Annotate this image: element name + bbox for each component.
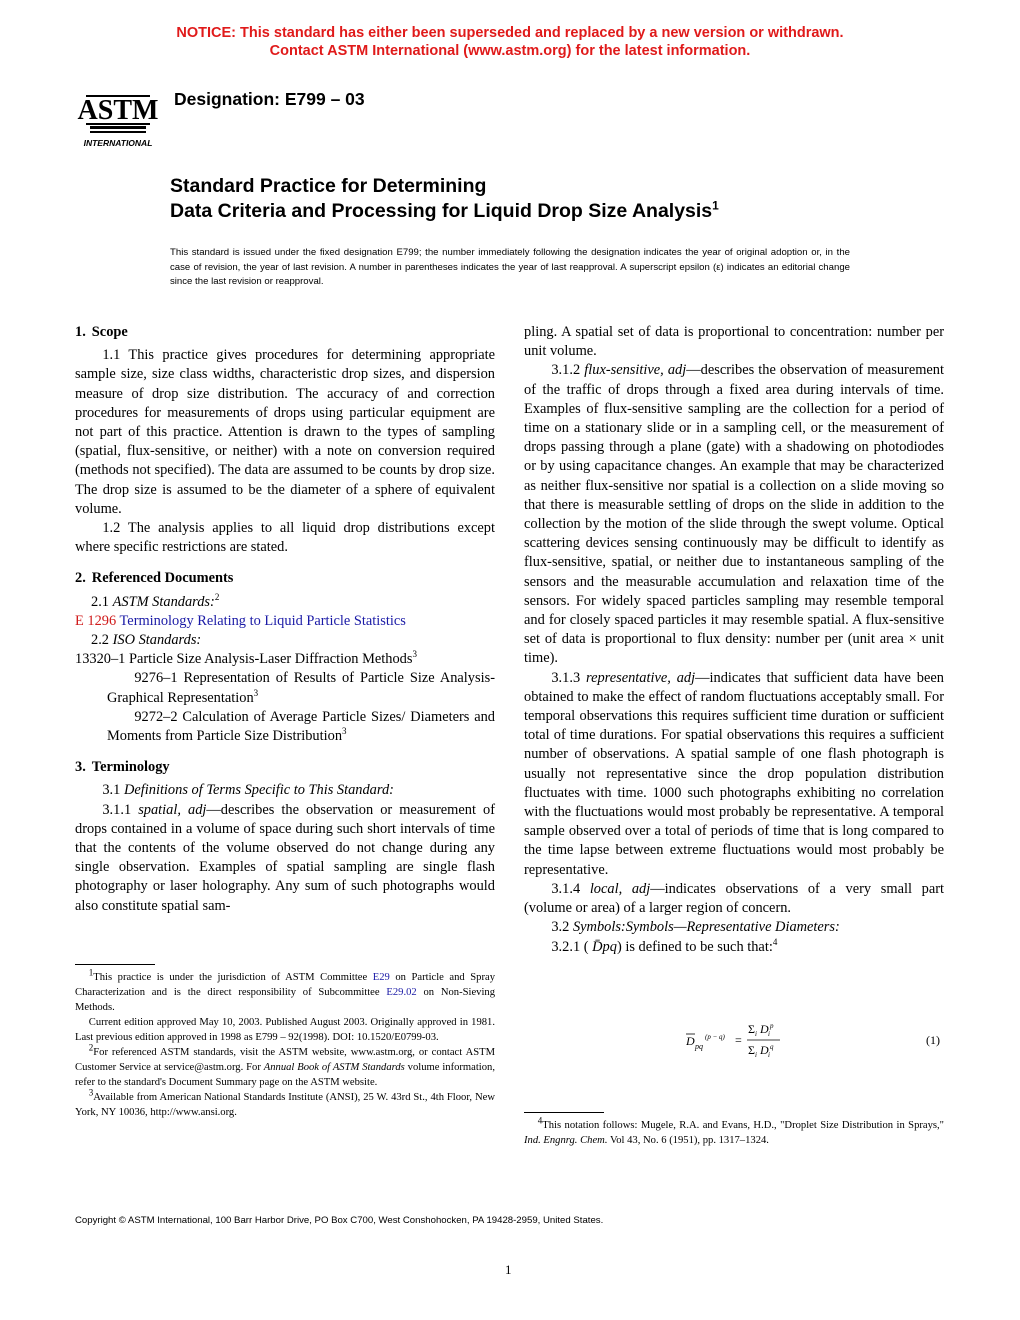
svg-text:q: q: [770, 1043, 774, 1051]
definition-representative: 3.1.3 representative, adj—indicates that sufficient data have been obtained to make the effect of random fluctuations acceptably small. For temporal observations this requires sufficient time duration or sufficient total of time durations. For spatial observations this requires a sufficient number of observations. A spatial sample of one flash photograph is usually not representative since the drop population distribution fluctuates with time. 1000 such photographs exhibiting no correlation with the fluctuations would most probably be representative. A temporal sample observed over a total of periods of time that is long compared to the time lapse between extreme fluctuations would most probably be representative.: [524, 669, 944, 878]
page-number: 1: [505, 1262, 512, 1277]
notice-line-1: NOTICE: This standard has either been superseded and replaced by a new version or withdrawn.: [176, 25, 844, 41]
svg-text:pq: pq: [695, 1042, 703, 1051]
designation: Designation: E799 – 03: [174, 89, 365, 109]
astm-logo: [76, 74, 160, 150]
definition-local: 3.1.4 local, adj—indicates observations of a very small part (volume or area) of a larger region of concern.: [524, 880, 945, 917]
right-column: [524, 323, 944, 957]
svg-text:D: D: [760, 1022, 769, 1036]
definition-flux-sensitive: 3.1.2 flux-sensitive, adj—describes the observation of measurement of the traffic of drops through a fixed area during intervals of time. Examples of flux-sensitive sampling are the collection for a period of time on a stationary slide or in a sampling cell, or the measurement of drops passing through a plane (gate) with a shadowing on photodiodes or by using capacitance changes. An example that may be characterized as neither flux-sensitive nor spatial is a collection on a slide moving so that there is measurable settling of drops on the slide in addition to the collection by the motion of the slide through the swept volume. Optical scattering devices sensing continuously may be difficult to identify as flux-sensitive, spatial, or neither due to instantaneous sampling of the sensors and the measurable accumulation and relaxation time of the sensors. For widely spaced particles sampling may resemble temporal and for closely spaced particles it may resemble spatial. A flux-sensitive set of data is proportional to flux density: number per (unit area × unit time).: [524, 362, 945, 667]
iso-13320: 13320–1 Particle Size Analysis-Laser Diffraction Methods$^3$: [75, 649, 417, 668]
continued-text: pling. A spatial set of data is proportional to concentration: number per unit volume.: [524, 324, 944, 360]
svg-text:D: D: [686, 1034, 695, 1048]
footnote-2: $^2$For referenced ASTM standards, visit the ASTM website, www.astm.org, or contact ASTM Customer Service at service@astm.org. For Annual Book of ASTM Standards volume information, refer to the standard's Document Summary page on the ASTM website.: [75, 1042, 495, 1088]
footnotes-left: [75, 967, 495, 1120]
left-column: [75, 323, 495, 916]
e1296-code-link[interactable]: E 1296: [75, 612, 117, 629]
svg-text:i: i: [768, 1051, 770, 1059]
title-footnote-mark: 1: [712, 198, 719, 213]
logo-letters: ASTM: [77, 95, 159, 126]
footnote-1: $^1$This practice is under the jurisdiction of ASTM Committee E29 on Particle and Spray Characterization and is the direct responsibility of Subcommittee E29.02 on Non-Sieving Methods.: [75, 967, 495, 1013]
e29-link[interactable]: E29: [372, 972, 390, 983]
svg-text:p: p: [770, 1022, 774, 1030]
notice-line-2: Contact ASTM International (www.astm.org) for the latest information.: [269, 43, 751, 59]
svg-text:=: =: [735, 1033, 742, 1047]
document-title: [170, 174, 719, 224]
paragraph-1-2: 1.2 The analysis applies to all liquid drop distributions except where specific restrictions are stated.: [75, 520, 495, 556]
subsection-3-1: 3.1 Definitions of Terms Specific to This Standard:: [102, 782, 394, 799]
definition-spatial: 3.1.1 spatial, adj—describes the observation or measurement of drops contained in a volume of space during such short intervals of time that the contents of the volume observed do not change during any single observation. Examples of spatial sampling are single flash photography or laser holography. Any sum of such photographs would also constitute spatial sam-: [75, 801, 495, 914]
section-heading-referenced-documents: 2. Referenced Documents: [75, 570, 234, 587]
svg-text:i: i: [755, 1051, 757, 1059]
footnote-4: $^4$This notation follows: Mugele, R.A. and Evans, H.D., "Droplet Size Distribution in Sprays," Ind. Engnrg. Chem. Vol 43, No. 6 (1951), pp. 1317–1324.: [524, 1115, 944, 1146]
reference-e1296[interactable]: [75, 612, 495, 631]
svg-text:(p − q): (p − q): [705, 1033, 725, 1041]
withdrawal-notice: [0, 24, 1020, 60]
svg-text:i: i: [768, 1030, 770, 1038]
section-heading-terminology: 3. Terminology: [75, 759, 170, 776]
subsection-iso-standards: 2.2 ISO Standards:: [91, 632, 202, 649]
svg-text:Σ: Σ: [748, 1022, 755, 1036]
svg-text:D: D: [760, 1043, 769, 1057]
subsection-3-2: 3.2 Symbols:Symbols—Representative Diameters:: [551, 919, 840, 936]
issued-note: This standard is issued under the fixed designation E799; the number immediately following the designation indicates the year of original adoption or, in the case of revision, the year of last revision. A number in parentheses indicates the year of last reapproval. A superscript epsilon (ε) indicates an editorial change since the last revision or reapproval.: [170, 247, 850, 287]
iso-9276: 9276–1 Representation of Results of Particle Size Analysis-Graphical Representation$^3$: [107, 670, 495, 706]
section-heading-scope: 1. Scope: [75, 324, 128, 340]
e29-02-link[interactable]: E29.02: [386, 987, 417, 998]
footnotes-right: [524, 1115, 944, 1148]
footnote-rule-left: [75, 964, 155, 965]
logo-subtitle: INTERNATIONAL: [83, 138, 153, 148]
svg-text:i: i: [755, 1030, 757, 1038]
equation-number: (1): [926, 1033, 940, 1047]
title-line-1: Standard Practice for Determining: [170, 175, 487, 197]
e1296-title-link[interactable]: Terminology Relating to Liquid Particle Statistics: [119, 612, 406, 629]
paragraph-1-1: 1.1 This practice gives procedures for determining appropriate sample size, size class widths, characteristic drop sizes, and dispersion measure of drop size distribution. The accuracy of and correction procedures for measurements of drops using particular equipment are not part of this practice. Attention is drawn to the types of sampling (spatial, flux-sensitive, or neither) with a note on conversion required (methods not specified). The data are assumed to be counts by drop size. The drop size is assumed to be the diameter of a sphere of equivalent volume.: [75, 347, 495, 517]
iso-9272: 9272–2 Calculation of Average Particle Sizes/ Diameters and Moments from Particle Size Distribution$^3$: [107, 708, 495, 745]
copyright-line: Copyright © ASTM International, 100 Barr Harbor Drive, PO Box C700, West Conshohocken, PA 19428-2959, United States.: [75, 1215, 604, 1226]
equation-1: [686, 1020, 946, 1060]
svg-text:Σ: Σ: [748, 1043, 755, 1057]
footnote-rule-right: [524, 1112, 604, 1113]
subsection-astm-standards: 2.1 ASTM Standards:$^2$: [91, 591, 220, 610]
footnote-1-edition: Current edition approved May 10, 2003. Published August 2003. Originally approved in 1981. Last previous edition approved in 1998 as E799 – 92(1998). DOI: 10.1520/E0799-03.: [75, 1017, 495, 1043]
title-line-2: Data Criteria and Processing for Liquid Drop Size Analysis$^1$: [170, 198, 719, 222]
subsection-3-2-1: 3.2.1 ( D̄pq) is defined to be such that:$^4$: [551, 936, 778, 955]
footnote-3: $^3$Available from American National Standards Institute (ANSI), 25 W. 43rd St., 4th Floor, New York, NY 10036, http://www.ansi.org.: [75, 1087, 495, 1118]
